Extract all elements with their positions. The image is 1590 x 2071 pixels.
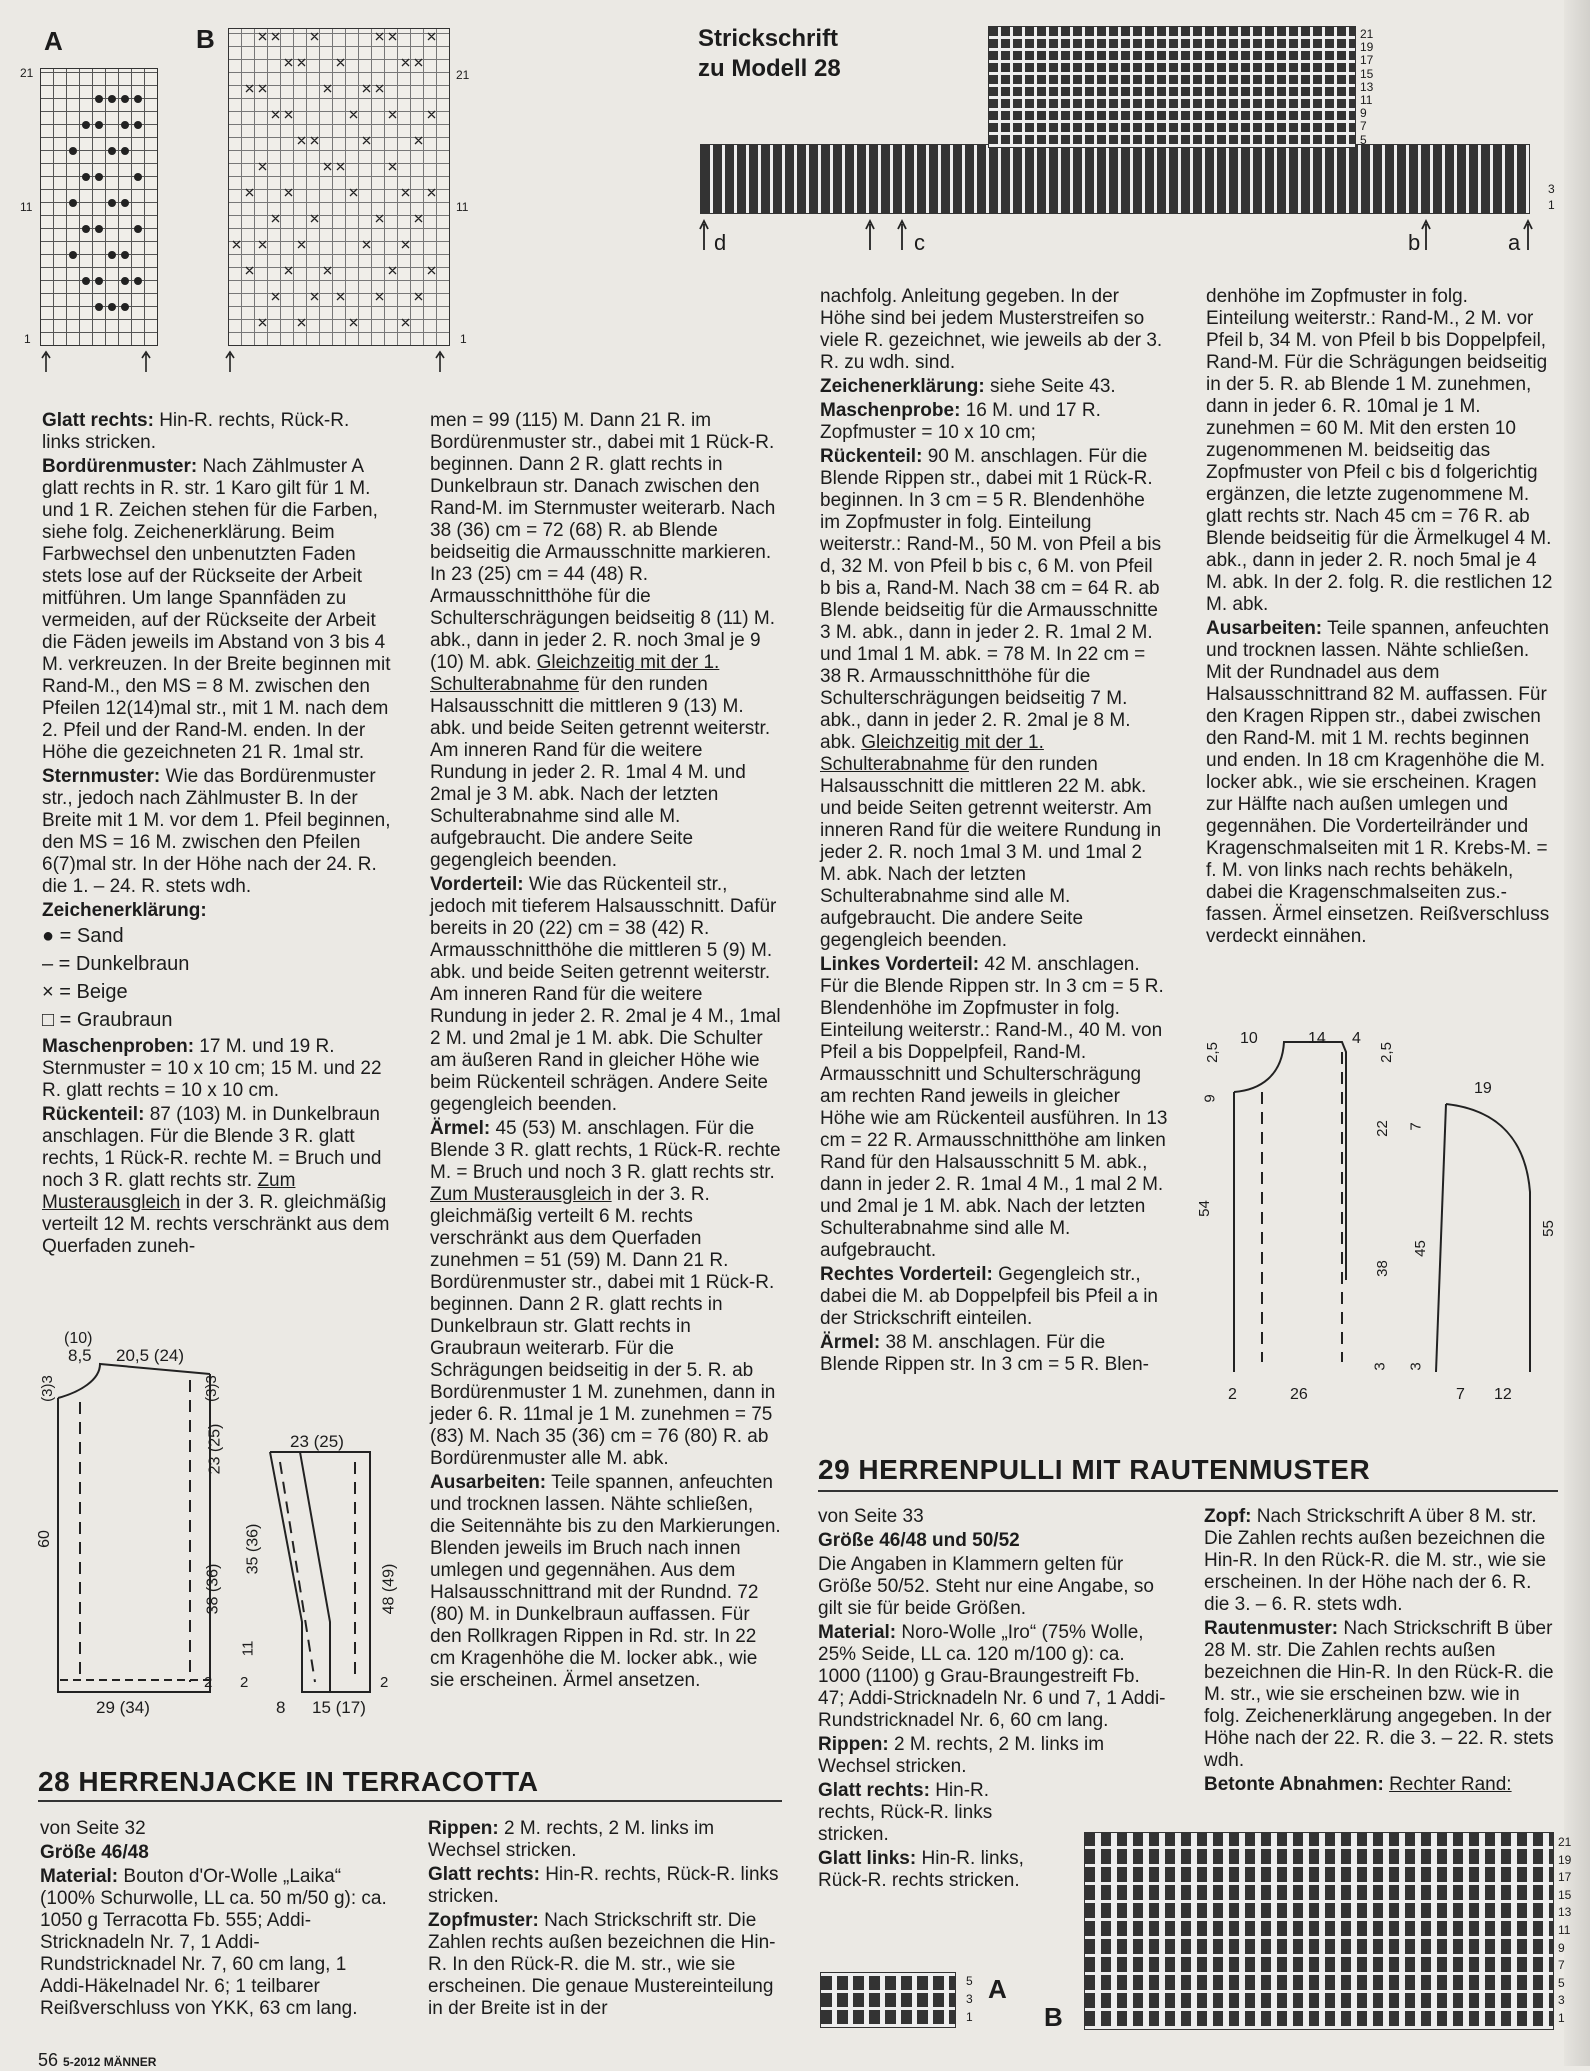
dim-28-v8: 2 xyxy=(204,1674,213,1691)
dim-28-t1: (10) xyxy=(64,1330,93,1347)
model-29-col-a: von Seite 33 Größe 46/48 und 50/52 Die Angaben in Klammern gelten für Größe 50/52. Steht nur eine Angabe, so gilt sie für beide Größen. Material: Noro-Wolle „Iro“ (75% Wolle, 25% Seide, LL ca. 120 m/100 g): ca. 1000 (1100) g Grau-Braungestreift Fb. 47; Addi-Stricknadeln Nr. 6 und 7, 1 Addi-Rundstricknadel Nr. 6, 60 cm lang. Rippen: 2 M. rechts, 2 M. links im Wechsel stricken. Glatt rechts: Hin-R. rechts, Rück-R. links stricken. Glatt links: Hin-R. links, Rück-R. rechts stricken. xyxy=(818,1506,1166,1891)
arrow-b-label: b xyxy=(1408,230,1421,255)
strickschrift-base-band xyxy=(700,144,1530,214)
dim-28-v7: 48 (49) xyxy=(380,1563,398,1615)
chart-a-arrows xyxy=(40,350,160,374)
chart-b-arrows xyxy=(228,350,450,374)
dim-29-v10: 3 xyxy=(1371,1362,1389,1371)
dim-28-v1: (3)3 xyxy=(38,1375,56,1402)
dim-29-t3: 4 xyxy=(1352,1030,1361,1047)
dim-28-t4: 23 (25) xyxy=(290,1432,344,1451)
chart-a-grid xyxy=(40,68,158,346)
chart-b-row-mid: 11 xyxy=(456,200,469,214)
dim-29-v1: 2,5 xyxy=(1203,1042,1221,1063)
dim-29-b1: 2 xyxy=(1228,1386,1237,1403)
m29-chart-b-label: B xyxy=(1044,2002,1063,2032)
chart-a-row-bottom: 1 xyxy=(24,332,31,346)
strickschrift-upper-band xyxy=(988,26,1356,148)
dim-29-v5: 7 xyxy=(1407,1122,1425,1131)
page-footer xyxy=(38,2050,156,2071)
chart-a-dots xyxy=(41,69,159,347)
dim-29-v8: 45 xyxy=(1411,1240,1429,1257)
magazine-issue: 5-2012 MÄNNER xyxy=(63,2055,157,2069)
strickschrift-row-3: 3 xyxy=(1548,182,1555,196)
page-number: 56 xyxy=(38,2050,59,2070)
schematic-29 xyxy=(1220,1032,1550,1352)
column-1: Glatt rechts: Hin-R. rechts, Rück-R. links stricken. Bordürenmuster: Nach Zählmuster A glatt rechts in R. str. 1 Karo gilt für 1 M. und 1 R. Zeichen stehen für die Farben, siehe folg. Zeichenerklärung. Beim Farbwechsel den unbenutzten Faden stets lose auf der Rückseite der Arbeit mitführen. Um lange Spannfäden zu vermeiden, auf der Rückseite der Arbeit die Fäden jeweils im Abstand von 3 bis 4 M. verkreuzen. In der Breite beginnen mit Rand-M., den MS = 8 M. zwischen den Pfeilen 12(14)mal str., mit 1 M. nach dem 2. Pfeil und der Rand-M. enden. In der Höhe die gezeichneten 21 R. 1mal str. Sternmuster: Wie das Bordürenmuster str., jedoch nach Zählmuster B. In der Breite mit 1 M. vor dem 1. Pfeil beginnen, den MS = 16 M. zwischen den Pfeilen 6(7)mal str. In der Höhe nach der 24. R. die 1. – 24. R. stets wdh. Zeichenerklärung: ● = Sand – = Dunkelbraun × = Beige □ = Graubraun Maschenproben: 17 M. und 19 R. Sternmuster = 10 x 10 cm; 15 M. und 22 R. glatt rechts = 10 x 10 cm. Rückenteil: 87 (103) M. in Dunkelbraun anschlagen. Für die Blende 3 R. glatt rechts, 1 Rück-R. rechte M. = Bruch und noch 3 R. glatt rechts str. Zum Musterausgleich in der 3. R. gleichmäßig verteilt 12 M. rechts verschränkt aus dem Querfaden zuneh- xyxy=(42,410,391,1257)
m29-chart-b-rows: 21 19 17 15 13 11 9 7 5 3 1 xyxy=(1558,1835,1572,2025)
m29-chart-a-row-3: 3 xyxy=(966,1992,973,2006)
dim-28-v9: 2 xyxy=(240,1674,249,1691)
color-legend: ● = Sand – = Dunkelbraun × = Beige □ = Graubraun xyxy=(42,925,190,1031)
dim-28-v11: 2 xyxy=(380,1674,389,1691)
heading-28-rule xyxy=(38,1800,782,1802)
dim-29-v3: 2,5 xyxy=(1377,1042,1395,1063)
dim-28-v10: 11 xyxy=(239,1640,257,1657)
strickschrift-row-numbers: 21 19 17 15 13 11 9 7 5 xyxy=(1360,27,1374,147)
dim-29-b3: 7 xyxy=(1456,1386,1465,1403)
chart-b-label: B xyxy=(196,24,215,54)
strickschrift-title: Strickschrift zu Modell 28 xyxy=(698,25,841,82)
arrow-c-label: c xyxy=(914,230,925,255)
chart-a-label: A xyxy=(44,26,63,56)
dim-28-v5: 38 (36) xyxy=(204,1563,222,1615)
dim-28-v4: 60 xyxy=(35,1530,53,1548)
chart-a-row-mid: 11 xyxy=(20,200,33,214)
strickschrift-row-1: 1 xyxy=(1548,198,1555,212)
m29-chart-a-row-1: 1 xyxy=(966,2010,973,2024)
model-29-col-b: Zopf: Nach Strickschrift A über 8 M. str. Die Zahlen rechts außen bezeichnen die Hin-R. In den Rück-R. die M. str., wie sie erscheinen. In der Höhe nach der 6. R. die 3. – 6. R. stets wdh. Rautenmuster: Nach Strickschrift B über 28 M. str. Die Zahlen rechts außen bezeichnen die Hin-R. In den Rück-R. die M. str., wie sie erscheinen bzw. wie in folg. Zeichenerklärung angegeben. In der Höhe nach der 22. R. die 3. – 22. R. stets wdh. Betonte Abnahmen: Rechter Rand: xyxy=(1204,1506,1554,1795)
chart-a-row-top: 21 xyxy=(20,66,34,80)
dim-28-t3: 20,5 (24) xyxy=(116,1346,185,1365)
dim-29-v6: 54 xyxy=(1195,1200,1213,1217)
dim-29-t4: 19 xyxy=(1474,1080,1492,1097)
dim-28-v2: (3)3 xyxy=(202,1375,220,1402)
chart-b-grid xyxy=(228,28,450,346)
model-29-chart-b xyxy=(1084,1832,1554,2030)
arrow-d-label: d xyxy=(714,230,727,255)
dim-29-t1: 10 xyxy=(1240,1030,1258,1047)
m29-chart-a-row-5: 5 xyxy=(966,1974,973,1988)
model-28-col-a: von Seite 32 Größe 46/48 Material: Bouton d'Or-Wolle „Laika“ (100% Schurwolle, LL ca. 50 m/50 g): ca. 1050 g Terracotta Fb. 555; Addi-Stricknadeln Nr. 7, 1 Addi-Rundstricknadel Nr. 7, 60 cm lang, 1 Addi-Häkelnadel Nr. 6; 1 teilbarer Reißverschluss von YKK, 63 cm lang. xyxy=(40,1818,387,2019)
dim-29-v7: 38 xyxy=(1373,1260,1391,1277)
dim-29-b4: 12 xyxy=(1494,1386,1512,1403)
model-29-chart-a xyxy=(820,1972,956,2028)
arrow-a-label: a xyxy=(1508,230,1521,255)
column-4: denhöhe im Zopfmuster in folg. Einteilung weiterstr.: Rand-M., 2 M. vor Pfeil b, 34 M. von Pfeil b bis Doppelpfeil, Rand-M. Für die Schrägungen beidseitig in der 5. R. ab Blende 1 M. zunehmen, dann in jeder 6. R. 10mal je 1 M. zunehmen = 60 M. Mit den ersten 10 zugenommenen M. beidseitig das Zopfmuster von Pfeil c bis d folgerichtig ergänzen, die letzte zugenommene M. glatt rechts str. Nach 45 cm = 76 R. ab Blende beidseitig für die Ärmelkugel 4 M. abk., dann in jeder 2. R. noch 5mal je 4 M. abk. In der 2. folg. R. die restlichen 12 M. abk. Ausarbeiten: Teile spannen, anfeuchten und trocknen lassen. Nähte schließen. Mit der Rundnadel aus dem Halsausschnittrand 82 M. auffassen. Für den Kragen Rippen str., dabei zwischen den Rand-M. mit 1 M. rechts beginnen und enden. In 18 cm Kragenhöhe die M. locker abk., wie sie erscheinen. Kragen zur Hälfte nach außen umlegen und gegennähen. Die Vorderteilränder und Kragenschmalseiten mit 1 R. Krebs-M. = f. M. von links nach rechts behäkeln, dabei die Kragenschmalseiten zus.-fassen. Ärmel einsetzen. Reißverschluss verdeckt einnähen. xyxy=(1206,286,1553,947)
dim-29-v11: 3 xyxy=(1407,1362,1425,1371)
dim-29-t2: 14 xyxy=(1308,1030,1326,1047)
page-edge xyxy=(1564,0,1590,2066)
chart-b-crosses xyxy=(229,29,451,347)
dim-28-b1: 29 (34) xyxy=(96,1698,150,1717)
column-3: nachfolg. Anleitung gegeben. In der Höhe sind bei jedem Musterstreifen so viele R. gezeichnet, wie jeweils ab der 3. R. zu wdh. sind. Zeichenerklärung: siehe Seite 43. Maschenprobe: 16 M. und 17 R. Zopfmuster = 10 x 10 cm; Rückenteil: 90 M. anschlagen. Für die Blende Rippen str., dabei mit 1 Rück-R. beginnen. In 3 cm = 5 R. Blendenhöhe im Zopfmuster in folg. Einteilung weiterstr.: Rand-M., 50 M. von Pfeil a bis d, 32 M. von Pfeil b bis c, 6 M. von Pfeil b bis a, Rand-M. Nach 38 cm = 64 R. ab Blende beidseitig für die Armausschnitte 3 M. abk., dann in jeder 2. R. 1mal 2 M. und 1mal 1 M. abk. = 78 M. In 22 cm = 38 R. Armausschnitthöhe für die Schulterschrägungen beidseitig 7 M. abk., dann in jeder 2. R. 2mal je 8 M. abk. Gleichzeitig mit der 1. Schulterabnahme für den runden Halsausschnitt die mittleren 22 M. abk. und beide Seiten getrennt weiterstr. Am inneren Rand für die weitere Rundung in jeder 2. R. noch 1mal 3 M. und 1mal 2 M. abk. Nach der letzten Schulterabnahme sind alle M. aufgebraucht. Die andere Seite gegengleich beenden. Linkes Vorderteil: 42 M. anschlagen. Für die Blende Rippen str. In 3 cm = 5 R. Blendenhöhe im Zopfmuster in folg. Einteilung weiterstr.: Rand-M., 40 M. von Pfeil a bis Doppelpfeil, Rand-M. Armausschnitt und Schulterschrägung am rechten Rand jeweils in gleicher Höhe wie am Rückenteil ausführen. In 13 cm = 22 R. Armausschnitthöhe am linken Rand für den Halsausschnitt 5 M. abk., dann in jeder 2. R. 1mal 4 M., 1 mal 2 M. und 2mal je 1 M. abk. Nach der letzten Schulterabnahme sind alle M. aufgebraucht. Rechtes Vorderteil: Gegengleich str., dabei die M. ab Doppelpfeil bis Pfeil a in der Strickschrift einteilen. Ärmel: 38 M. anschlagen. Für die Blende Rippen str. In 3 cm = 5 R. Blen- xyxy=(820,286,1168,1375)
dim-29-v4: 22 xyxy=(1373,1120,1391,1137)
column-2: men = 99 (115) M. Dann 21 R. im Bordürenmuster str., dabei mit 1 Rück-R. beginnen. Dann 2 R. glatt rechts in Dunkelbraun str. Danach zwischen den Rand-M. im Sternmuster weiterarb. Nach 38 (36) cm = 72 (68) R. ab Blende beidseitig die Armausschnitte markieren. In 23 (25) cm = 44 (48) R. Armausschnitthöhe für die Schulterschrägungen beidseitig 8 (11) M. abk., dann in jeder 2. R. noch 3mal je 9 (10) M. abk. Gleichzeitig mit der 1. Schulterabnahme für den runden Halsausschnitt die mittleren 9 (13) M. abk. und beide Seiten getrennt weiterstr. Am inneren Rand für die weitere Rundung in jeder 2. R. 1mal 4 M. und 2mal je 3 M. abk. Nach der letzten Schulterabnahme sind alle M. aufgebraucht. Die andere Seite gegengleich beenden. Vorderteil: Wie das Rückenteil str., jedoch mit tieferem Halsausschnitt. Dafür bereits in 20 (22) cm = 38 (42) R. Armausschnitthöhe die mittleren 5 (9) M. abk. und beide Seiten getrennt weiterstr. Am inneren Rand für die weitere Rundung in jeder 2. R. 2mal je 4 M., 1mal 2 M. und 2mal je 1 M. abk. Die Schulter am äußeren Rand in gleicher Höhe wie beim Rückenteil schrägen. Andere Seite gegengleich beenden. Ärmel: 45 (53) M. anschlagen. Für die Blende 3 R. glatt rechts, 1 Rück-R. rechte M. = Bruch und noch 3 R. glatt rechts str. Zum Musterausgleich in der 3. R. gleichmäßig verteilt 6 M. rechts verschränkt aus dem Querfaden zunehmen = 51 (59) M. Dann 21 R. Bordürenmuster str., dabei mit 1 Rück-R. beginnen. Dann 2 R. glatt rechts in Dunkelbraun str. Glatt rechts in Graubraun weiterarb. Für die Schrägungen beidseitig in der 5. R. ab Bordürenmuster 1 M. zunehmen, dann in jeder 6. R. 11mal je 1 M. zunehmen = 75 (83) M. Nach 35 (36) cm = 76 (80) R. ab Bordürenmuster alle M. abk. Ausarbeiten: Teile spannen, anfeuchten und trocknen lassen. Nähte schließen, die Seitennähte bis zu den Markierungen. Blenden jeweils im Bruch nach innen umlegen und gegennähen. Aus dem Halsausschnittrand mit der Rundnd. 72 (80) M. in Dunkelbraun auffassen. Für den Rollkragen Rippen in Rd. str. In 22 cm Kragenhöhe die M. locker abk., wie sie erscheinen. Ärmel ansetzen. xyxy=(430,410,781,1691)
schematic-28 xyxy=(30,1322,370,1742)
heading-29-rule xyxy=(818,1490,1558,1492)
heading-model-29: 29 HERRENPULLI MIT RAUTENMUSTER xyxy=(818,1454,1371,1485)
model-28-col-b: Rippen: 2 M. rechts, 2 M. links im Wechsel stricken. Glatt rechts: Hin-R. rechts, Rück-R. links stricken. Zopfmuster: Nach Strickschrift str. Die Zahlen rechts außen bezeichnen die Hin-R. In den Rück-R. die M. str., wie sie erscheinen. Die genaue Mustereinteilung in der Breite ist in der xyxy=(428,1818,779,2019)
dim-29-v2: 9 xyxy=(1201,1094,1219,1103)
chart-b-row-top: 21 xyxy=(456,68,470,82)
dim-28-v3: 23 (25) xyxy=(206,1423,224,1475)
m29-chart-a-label: A xyxy=(988,1974,1007,2004)
dim-28-t2: 8,5 xyxy=(68,1346,92,1365)
dim-29-v9: 55 xyxy=(1539,1220,1557,1237)
dim-28-b3: 15 (17) xyxy=(312,1698,366,1717)
dim-28-v6: 35 (36) xyxy=(244,1523,262,1575)
dim-28-b2: 8 xyxy=(276,1698,286,1717)
chart-b-row-bottom: 1 xyxy=(460,332,467,346)
dim-29-b2: 26 xyxy=(1290,1386,1308,1403)
heading-model-28: 28 HERRENJACKE IN TERRACOTTA xyxy=(38,1766,539,1797)
